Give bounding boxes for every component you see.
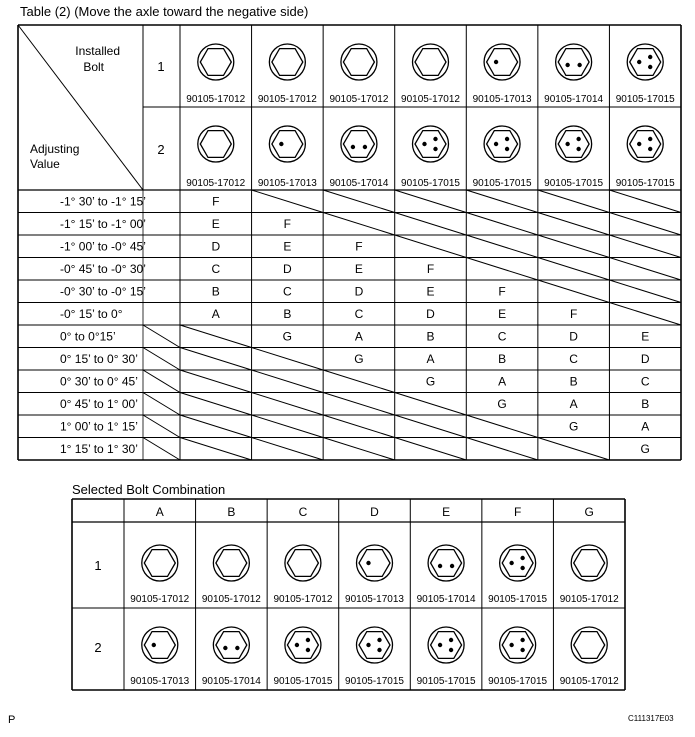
strike-line xyxy=(143,438,180,461)
adjust-range-label: 0° 15’ to 0° 30’ xyxy=(60,351,138,366)
bolt-head-icon xyxy=(413,126,449,162)
strike-line xyxy=(143,325,180,348)
bolt-head-icon xyxy=(413,44,449,80)
strike-line xyxy=(323,393,395,416)
strike-line xyxy=(252,438,324,461)
bolt-head-icon xyxy=(556,126,592,162)
combination-letter: F xyxy=(498,284,506,299)
bolt-head-icon xyxy=(484,126,520,162)
adjust-range-label: -0° 15’ to 0° xyxy=(60,306,123,321)
part-number: 90105-17014 xyxy=(329,178,389,189)
part-number: 90105-17015 xyxy=(273,676,333,687)
part-number: 90105-17014 xyxy=(416,594,476,605)
part-number: 90105-17012 xyxy=(130,594,190,605)
combination-letter: B xyxy=(283,306,292,321)
part-number: 90105-17015 xyxy=(615,178,675,189)
bolt-head-icon xyxy=(269,126,305,162)
strike-line xyxy=(395,235,467,258)
combination-letter: F xyxy=(426,261,435,276)
bolt-head-icon xyxy=(142,545,178,581)
bolt-head-icon xyxy=(571,545,607,581)
combination-letter: G xyxy=(425,374,436,389)
part-number: 90105-17012 xyxy=(186,178,246,189)
footer-left-mark: P xyxy=(8,714,16,726)
combination-letter: A xyxy=(569,396,578,411)
combination-letter: A xyxy=(498,374,507,389)
combination-letter: A xyxy=(354,329,363,344)
combination-letter: F xyxy=(212,194,220,209)
strike-line xyxy=(466,190,538,213)
bolt-head-icon xyxy=(428,627,464,663)
combination-letter: B xyxy=(426,329,435,344)
bolt-head-icon xyxy=(213,545,249,581)
bolt-head-icon xyxy=(627,126,663,162)
selected-combination-title: Selected Bolt Combination xyxy=(72,482,226,497)
part-number: 90105-17015 xyxy=(345,676,404,687)
combination-letter: C xyxy=(640,374,650,389)
strike-line xyxy=(538,438,610,461)
strike-line xyxy=(252,415,324,438)
bolt-head-icon xyxy=(357,627,393,663)
column-header: F xyxy=(513,505,522,519)
adjust-range-label: 1° 15’ to 1° 30’ xyxy=(60,441,138,456)
row-label-1: 1 xyxy=(94,558,102,573)
strike-line xyxy=(323,190,395,213)
part-number: 90105-17015 xyxy=(615,94,675,105)
page-title: Table (2) (Move the axle toward the negative side) xyxy=(20,4,309,19)
part-number: 90105-17013 xyxy=(345,594,404,605)
strike-line xyxy=(609,190,681,213)
column-header: A xyxy=(155,505,164,519)
part-number: 90105-17012 xyxy=(401,94,460,105)
adjust-range-label: 1° 00’ to 1° 15’ xyxy=(60,419,138,434)
adjusting-value-label: Value xyxy=(30,157,60,171)
combination-letter: D xyxy=(283,261,292,276)
adjust-range-label: 0° 30’ to 0° 45’ xyxy=(60,374,138,389)
strike-line xyxy=(180,325,252,348)
combination-letter: A xyxy=(211,306,220,321)
strike-line xyxy=(395,190,467,213)
adjust-range-label: -0° 30’ to -0° 15’ xyxy=(60,284,146,299)
bolt-head-icon xyxy=(500,627,536,663)
adjust-range-label: 0° 45’ to 1° 00’ xyxy=(60,396,138,411)
strike-line xyxy=(323,370,395,393)
combination-letter: G xyxy=(282,329,293,344)
bolt-head-icon xyxy=(198,44,234,80)
combination-letter: E xyxy=(426,284,435,299)
row-label-1: 1 xyxy=(157,59,165,74)
part-number: 90105-17012 xyxy=(257,94,317,105)
bolt-head-icon xyxy=(198,126,234,162)
combination-letter: E xyxy=(641,329,650,344)
strike-line xyxy=(395,393,467,416)
combination-letter: E xyxy=(354,261,363,276)
combination-letter: E xyxy=(211,216,220,231)
strike-line xyxy=(466,213,538,236)
combination-letter: G xyxy=(497,396,507,411)
strike-line xyxy=(143,415,180,438)
strike-line xyxy=(180,348,252,371)
part-number: 90105-17015 xyxy=(488,594,548,605)
combination-letter: G xyxy=(640,441,650,456)
bolt-head-icon xyxy=(285,627,321,663)
strike-line xyxy=(143,393,180,416)
strike-line xyxy=(609,235,681,258)
strike-line xyxy=(143,370,180,393)
adjust-range-label: -1° 30’ to -1° 15’ xyxy=(60,194,146,209)
part-number: 90105-17012 xyxy=(329,94,389,105)
combination-letter: D xyxy=(211,239,221,254)
combination-letter: D xyxy=(426,306,435,321)
strike-line xyxy=(609,213,681,236)
strike-line xyxy=(180,370,252,393)
combination-letter: C xyxy=(283,284,292,299)
strike-line xyxy=(143,348,180,371)
installed-bolt-label: Installed xyxy=(75,44,120,58)
strike-line xyxy=(466,235,538,258)
adjust-range-label: -1° 15’ to -1° 00’ xyxy=(60,216,146,231)
part-number: 90105-17013 xyxy=(130,676,190,687)
column-header: B xyxy=(227,505,236,519)
bolt-head-icon xyxy=(627,44,663,80)
strike-line xyxy=(538,213,610,236)
combination-letter: B xyxy=(498,351,507,366)
combination-letter: D xyxy=(354,284,364,299)
strike-line xyxy=(252,348,324,371)
bolt-head-icon xyxy=(556,44,592,80)
part-number: 90105-17015 xyxy=(472,178,532,189)
bolt-head-icon xyxy=(357,545,393,581)
combination-letter: C xyxy=(211,261,221,276)
combination-letter: A xyxy=(426,351,435,366)
part-number: 90105-17015 xyxy=(416,676,476,687)
combination-letter: B xyxy=(641,396,650,411)
part-number: 90105-17012 xyxy=(559,594,619,605)
column-header: D xyxy=(370,505,379,519)
bolt-head-icon xyxy=(428,545,464,581)
strike-line xyxy=(323,438,395,461)
combination-letter: C xyxy=(497,329,507,344)
bolt-head-icon xyxy=(484,44,520,80)
combination-letter: D xyxy=(640,351,650,366)
bolt-head-icon xyxy=(285,545,321,581)
strike-line xyxy=(180,438,252,461)
part-number: 90105-17014 xyxy=(544,94,604,105)
bolt-head-icon xyxy=(341,44,377,80)
combination-letter: B xyxy=(569,374,578,389)
part-number: 90105-17015 xyxy=(544,178,604,189)
strike-line xyxy=(538,280,610,303)
adjust-range-label: 0° to 0°15’ xyxy=(60,329,116,344)
strike-line xyxy=(395,415,467,438)
combination-letter: G xyxy=(354,351,364,366)
combination-letter: C xyxy=(569,351,578,366)
combination-letter: E xyxy=(498,306,507,321)
part-number: 90105-17013 xyxy=(257,178,317,189)
strike-line xyxy=(252,393,324,416)
combination-letter: F xyxy=(569,306,578,321)
part-number: 90105-17012 xyxy=(273,594,333,605)
strike-line xyxy=(466,415,538,438)
adjusting-value-label: Adjusting xyxy=(30,142,80,156)
column-header: E xyxy=(442,505,451,519)
strike-line xyxy=(538,190,610,213)
combination-letter: G xyxy=(568,419,579,434)
combination-letter: E xyxy=(283,239,292,254)
strike-line xyxy=(395,213,467,236)
adjust-range-label: -0° 45’ to -0° 30’ xyxy=(60,261,146,276)
bolt-head-icon xyxy=(500,545,536,581)
strike-line xyxy=(252,190,324,213)
figure-code: C111317E03 xyxy=(628,714,674,723)
row-label-2: 2 xyxy=(157,142,165,157)
combination-letter: C xyxy=(354,306,364,321)
combination-letter: F xyxy=(355,239,363,254)
strike-line xyxy=(395,438,467,461)
part-number: 90105-17014 xyxy=(201,676,261,687)
strike-line xyxy=(609,280,681,303)
strike-line xyxy=(538,258,610,281)
part-number: 90105-17015 xyxy=(401,178,460,189)
part-number: 90105-17012 xyxy=(201,594,261,605)
combination-letter: D xyxy=(569,329,578,344)
part-number: 90105-17015 xyxy=(488,676,548,687)
strike-line xyxy=(180,415,252,438)
bolt-head-icon xyxy=(571,627,607,663)
strike-line xyxy=(538,235,610,258)
strike-line xyxy=(323,415,395,438)
column-header: C xyxy=(298,505,308,519)
strike-line xyxy=(252,370,324,393)
strike-line xyxy=(609,258,681,281)
installed-bolt-label: Bolt xyxy=(83,60,104,74)
strike-line xyxy=(466,438,538,461)
bolt-head-icon xyxy=(341,126,377,162)
part-number: 90105-17012 xyxy=(186,94,246,105)
column-header: G xyxy=(584,505,594,519)
strike-line xyxy=(609,303,681,326)
bolt-head-icon xyxy=(213,627,249,663)
row-label-2: 2 xyxy=(94,640,102,655)
combination-letter: F xyxy=(283,216,292,231)
strike-line xyxy=(180,393,252,416)
bolt-head-icon xyxy=(269,44,305,80)
combination-letter: B xyxy=(211,284,220,299)
part-number: 90105-17013 xyxy=(472,94,532,105)
part-number: 90105-17012 xyxy=(559,676,619,687)
bolt-head-icon xyxy=(142,627,178,663)
strike-line xyxy=(323,213,395,236)
strike-line xyxy=(466,258,538,281)
adjust-range-label: -1° 00’ to -0° 45’ xyxy=(60,239,146,254)
combination-letter: A xyxy=(641,419,650,434)
